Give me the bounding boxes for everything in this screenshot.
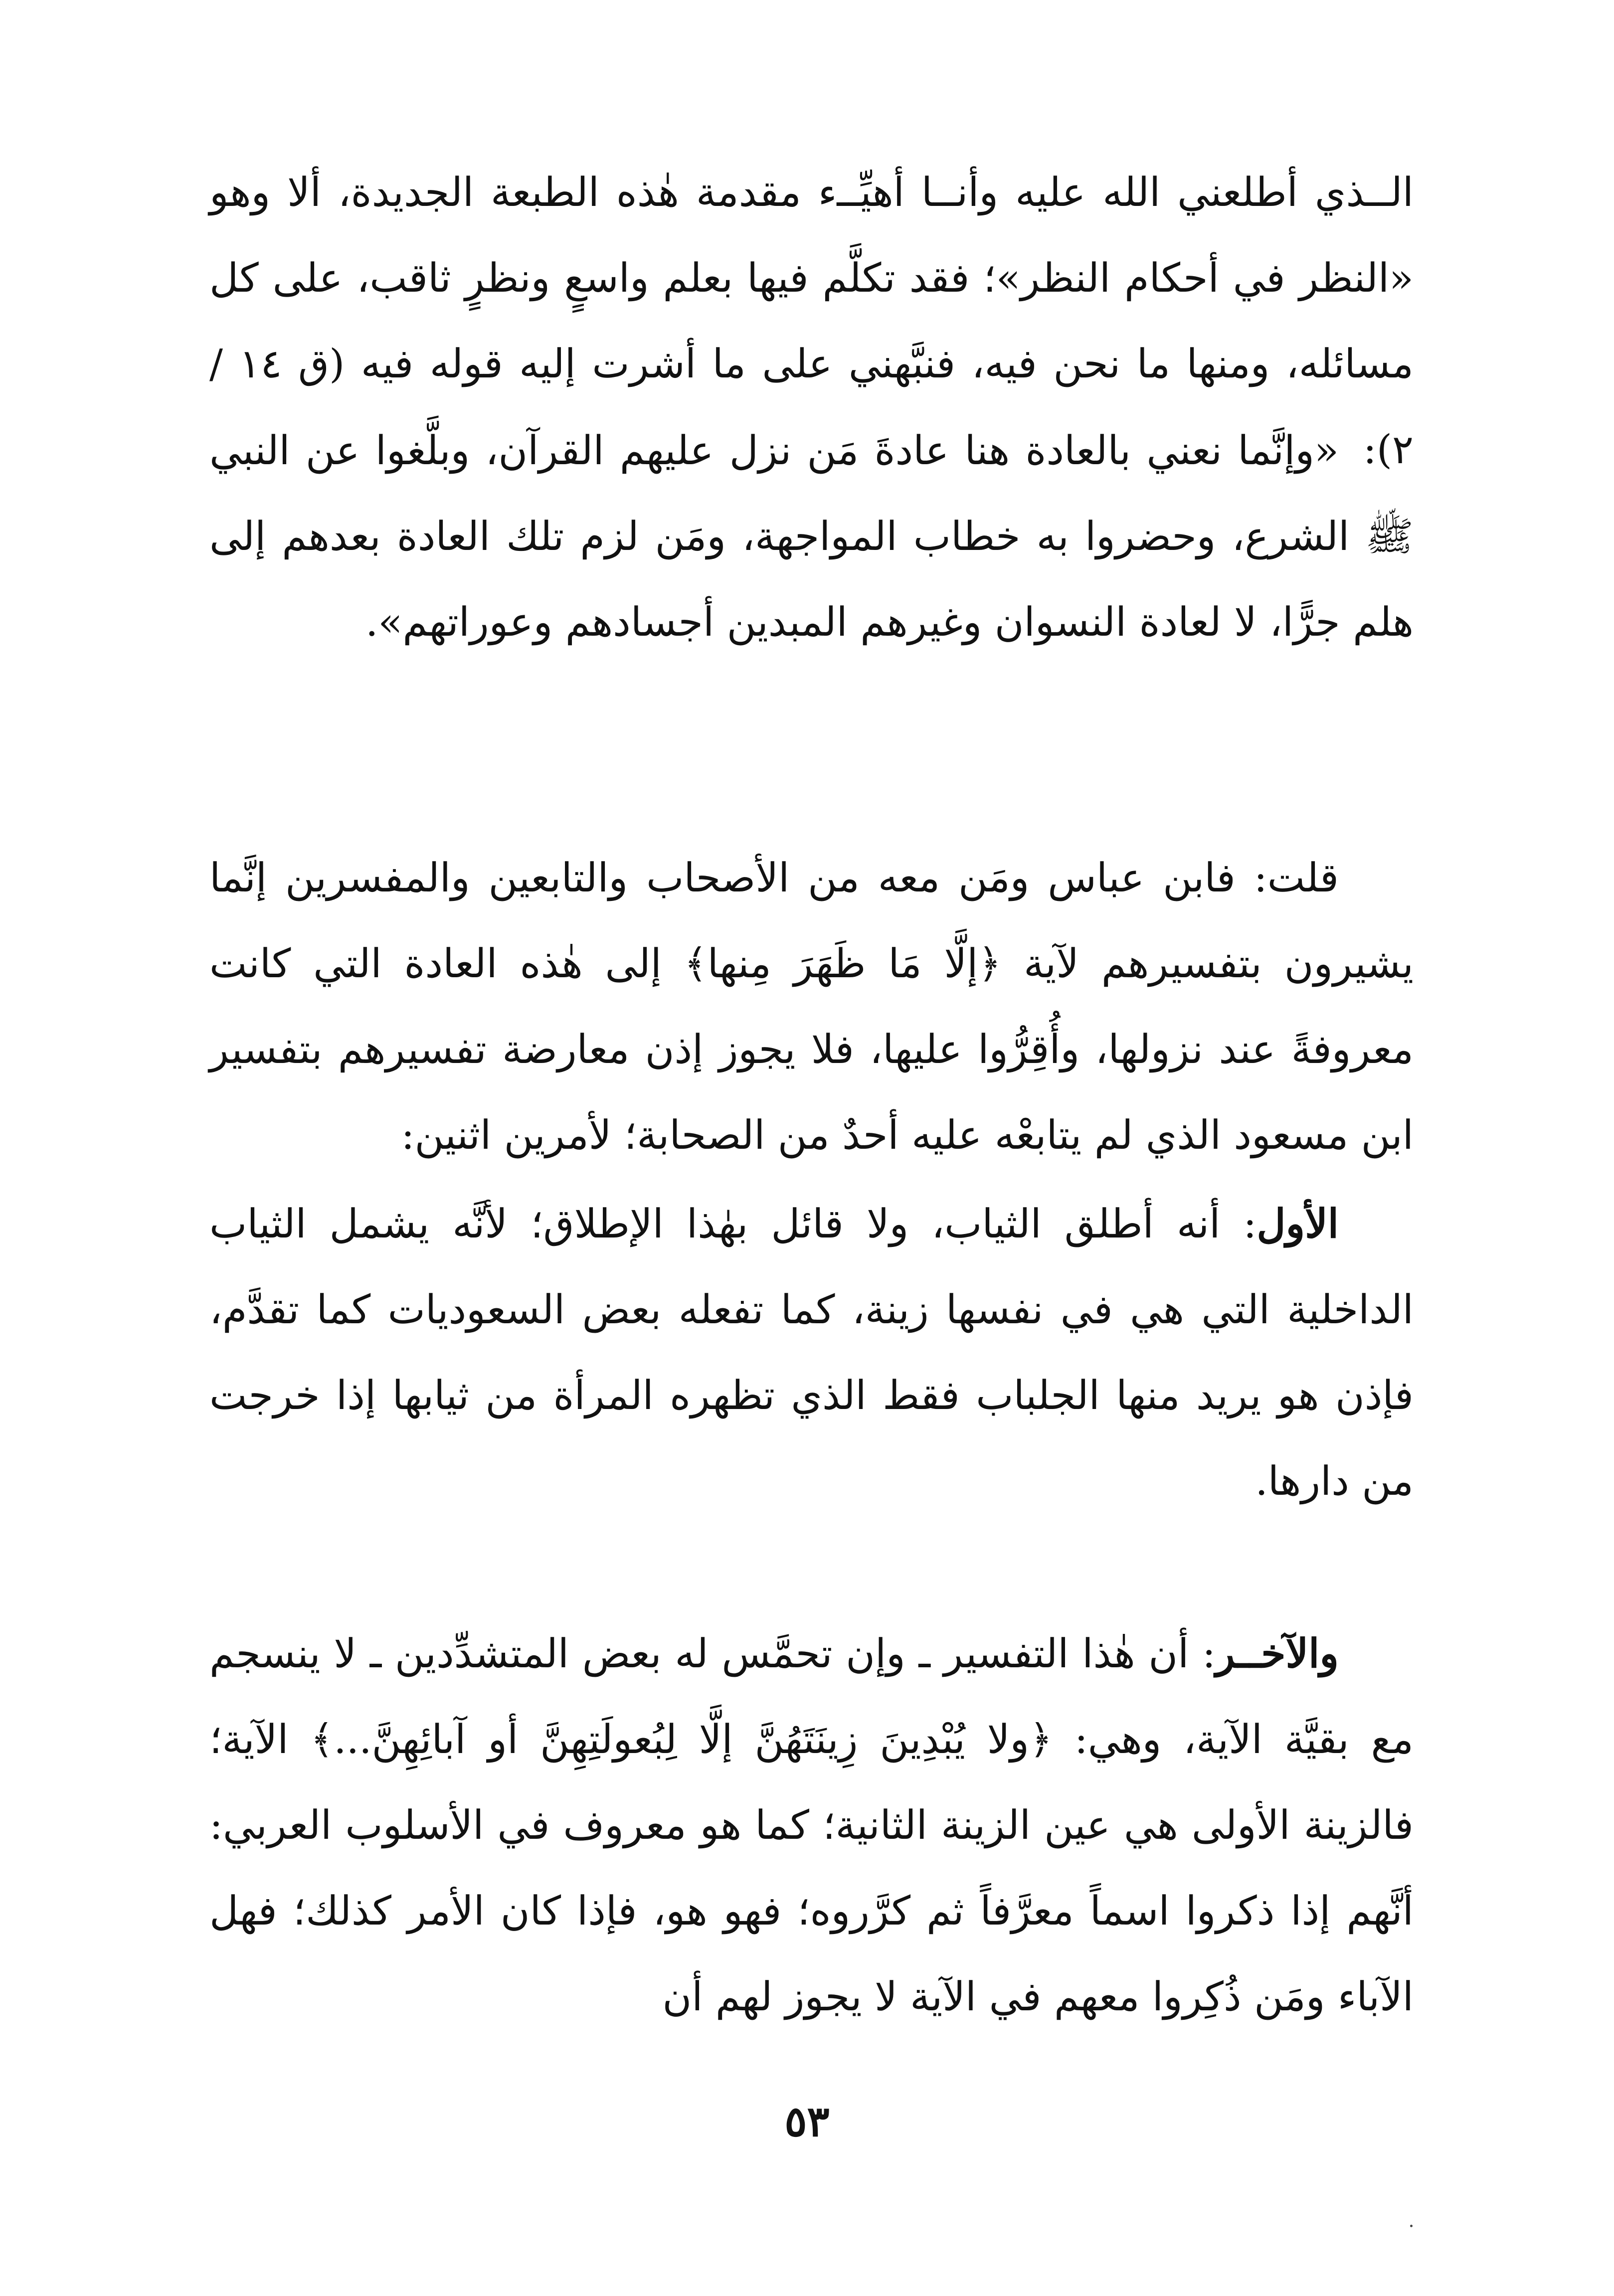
- paragraph-quote: «وإنَّما نعني بالعادة هنا عادةَ مَن نزل عليهم القرآن، وبلَّغوا عن النبي ﷺ الشرع، وحضروا به خطاب المواجهة، ومَن لزم تلك العادة بعدهم إلى هلم جرًّا، لا لعادة النسوان وغيرهم المبدين أجسادهم وعوراتهم».: [209, 427, 1414, 645]
- second-reason-lead: والآخــر: [1216, 1630, 1339, 1677]
- page-number: ٥٣: [784, 2097, 830, 2146]
- second-reason-text: : أن هٰذا التفسير ـ وإن تحمَّس له بعض المتشدِّدين ـ لا ينسجم مع بقيَّة الآية، وهي: ﴿ولا يُبْدِينَ زِينَتَهُنَّ إلَّا لِبُعولَتِهِنَّ أو آبائِهِنَّ...﴾ الآية؛ فالزينة الأولى هي عين الزينة الثانية؛ كما هو معروف في الأسلوب العربي: أنَّهم إذا ذكروا اسماً معرَّفاً ثم كرَّروه؛ فهو هو، فإذا كان الأمر كذلك؛ فهل الآباء ومَن ذُكِروا معهم في الآية لا يجوز لهم أن: [209, 1630, 1414, 2020]
- second-reason-block: [209, 1610, 1414, 2040]
- paragraph-commentary: قلت: فابن عباس ومَن معه من الأصحاب والتابعين والمفسرين إنَّما يشيرون بتفسيرهم لآية ﴿إلَّا مَا ظَهَرَ مِنها﴾ إلى هٰذه العادة التي كانت معروفةً عند نزولها، وأُقِرُّوا عليها، فلا يجوز إذن معارضة تفسيرهم بتفسير ابن مسعود الذي لم يتابعْه عليه أحدٌ من الصحابة؛ لأمرين اثنين:: [209, 855, 1414, 1158]
- commentary-block: [209, 835, 1414, 1178]
- first-reason-block: [209, 1181, 1414, 1524]
- first-reason-text: : أنه أطلق الثياب، ولا قائل بهٰذا الإطلاق؛ لأنَّه يشمل الثياب الداخلية التي هي في نفسها زينة، كما تفعله بعض السعوديات كما تقدَّم، فإذن هو يريد منها الجلباب فقط الذي تظهره المرأة من ثيابها إذا خرجت من دارها.: [209, 1201, 1414, 1504]
- paragraph-intro: الــذي أطلعني الله عليه وأنــا أهيِّــء مقدمة هٰذه الطبعة الجديدة، ألا وهو «النظر في أحكام النظر»؛ فقد تكلَّم فيها بعلم واسعٍ ونظرٍ ثاقب، على كل مسائله، ومنها ما نحن فيه، فنبَّهني على ما أشرت إليه قوله فيه (ق ١٤ / ٢):: [209, 169, 1414, 473]
- first-reason-lead: الأول: [1256, 1200, 1339, 1247]
- scan-speck: [1410, 2225, 1413, 2227]
- quote-block: [209, 408, 1414, 665]
- paragraph-second-reason: [209, 1610, 1414, 2040]
- paragraph-first-reason: [209, 1181, 1414, 1524]
